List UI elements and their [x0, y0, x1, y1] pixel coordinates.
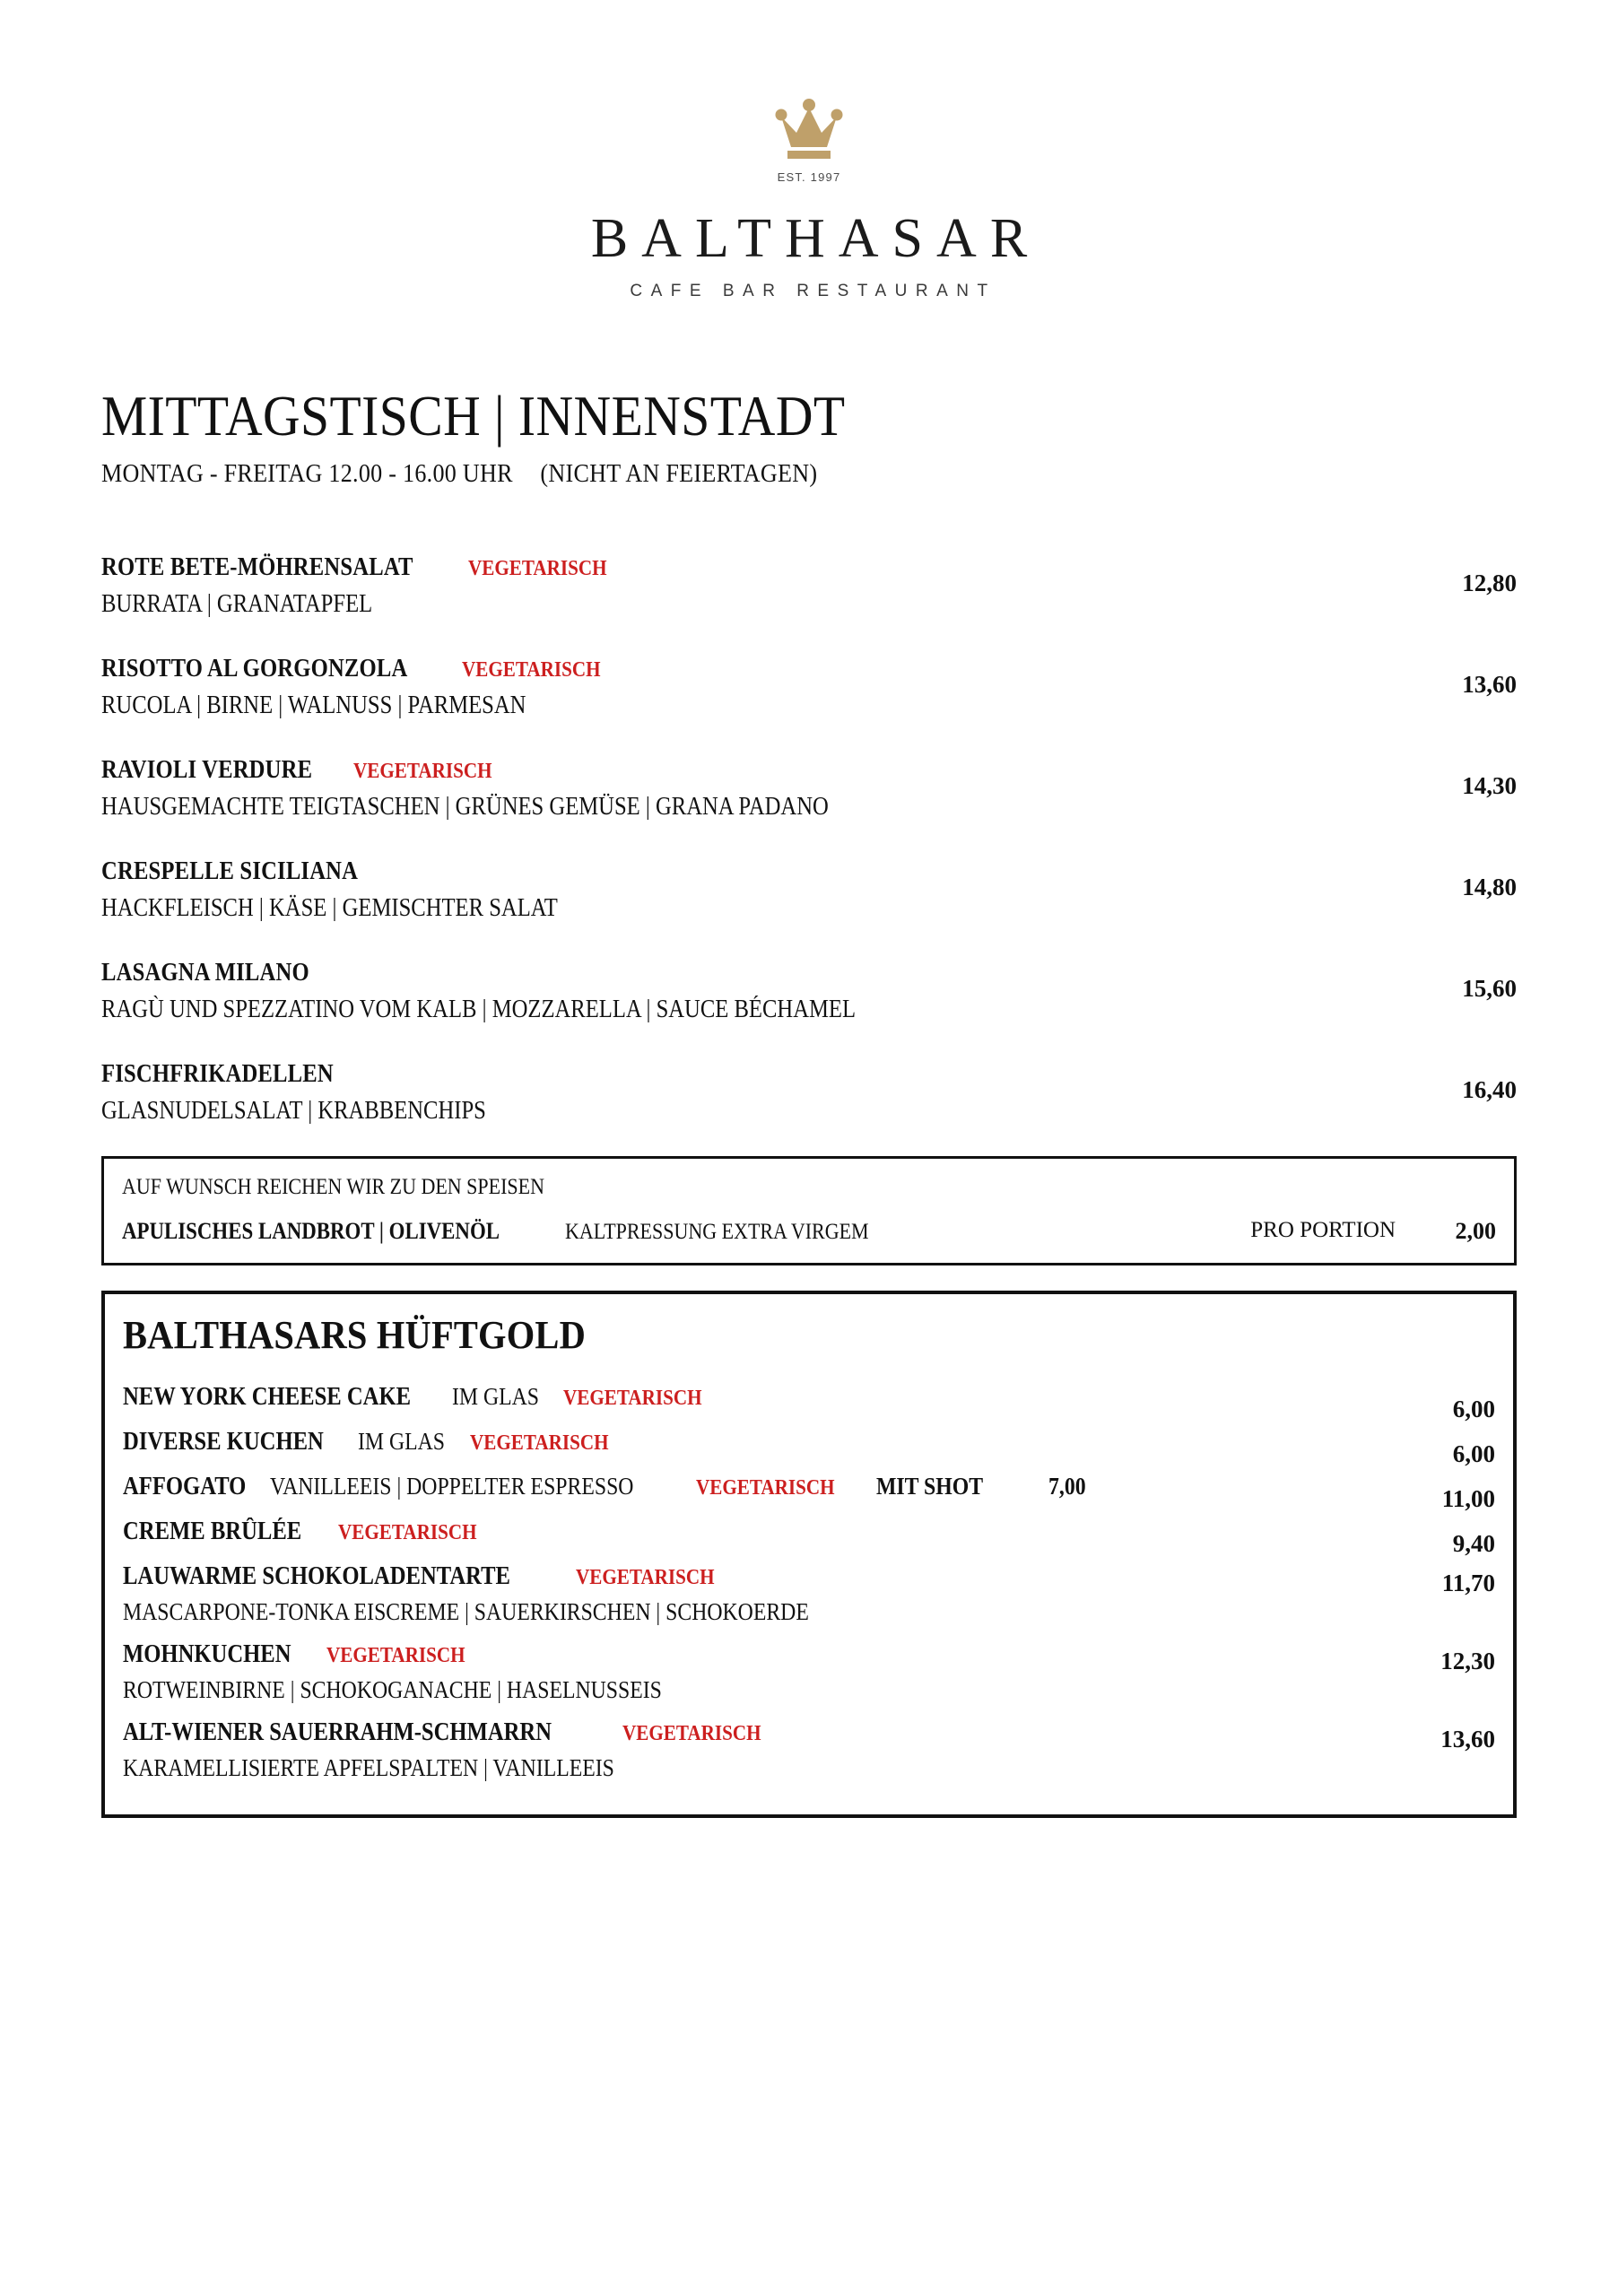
dessert-item-price: 6,00 — [1452, 1396, 1495, 1422]
menu-item-price: 14,80 — [1462, 874, 1517, 900]
menu-item-price: 14,30 — [1462, 772, 1517, 799]
dessert-item-description: ROTWEINBIRNE | SCHOKOGANACHE | HASELNUSSEIS — [123, 1676, 662, 1703]
menu-item-price: 13,60 — [1462, 671, 1517, 698]
vegetarian-tag: VEGETARISCH — [338, 1521, 477, 1544]
menu-item-name: CRESPELLE SICILIANA — [101, 857, 359, 885]
vegetarian-tag: VEGETARISCH — [575, 1566, 715, 1589]
dessert-item-header — [123, 1518, 1495, 1546]
menu-item-header — [101, 857, 1517, 886]
vegetarian-tag: VEGETARISCH — [563, 1387, 702, 1410]
vegetarian-tag: VEGETARISCH — [469, 1431, 609, 1455]
dessert-item-header — [123, 1718, 1495, 1747]
bread-offer-row — [122, 1218, 1496, 1245]
dessert-item — [123, 1718, 1495, 1782]
vegetarian-tag: VEGETARISCH — [467, 557, 607, 580]
crown-icon — [770, 97, 848, 167]
dessert-item-name: NEW YORK CHEESE CAKE — [123, 1383, 412, 1411]
dessert-item-header — [123, 1383, 1495, 1412]
vegetarian-tag: VEGETARISCH — [353, 760, 492, 783]
dessert-item-header — [123, 1640, 1495, 1669]
menu-item-header — [101, 756, 1517, 785]
page-title: MITTAGSTISCH | INNENSTADT — [101, 384, 846, 448]
vegetarian-tag: VEGETARISCH — [326, 1644, 465, 1667]
dessert-item-qualifier: IM GLAS — [358, 1428, 446, 1455]
brand-logo — [101, 0, 1517, 301]
dessert-item-name: AFFOGATO — [123, 1473, 247, 1500]
menu-item — [101, 553, 1517, 619]
dessert-item-name: CREME BRÛLÉE — [123, 1518, 302, 1545]
opening-hours-text: MONTAG - FREITAG 12.00 - 16.00 UHR — [101, 459, 513, 488]
bread-name: APULISCHES LANDBROT | OLIVENÖL — [122, 1218, 500, 1244]
main-dish-list — [101, 553, 1517, 1126]
dessert-item — [123, 1428, 1495, 1467]
menu-item-description: RUCOLA | BIRNE | WALNUSS | PARMESAN — [101, 691, 526, 719]
dessert-item — [123, 1473, 1495, 1512]
dessert-item-price: 6,00 — [1452, 1440, 1495, 1467]
dessert-item — [123, 1562, 1495, 1626]
menu-item-price: 12,80 — [1462, 570, 1517, 596]
dessert-extra-price: 7,00 — [1048, 1473, 1086, 1500]
dessert-item — [123, 1640, 1495, 1704]
menu-item-name: LASAGNA MILANO — [101, 959, 309, 987]
menu-item-name: ROTE BETE-MÖHRENSALAT — [101, 553, 413, 581]
menu-item-price: 15,60 — [1462, 975, 1517, 1002]
dessert-item-qualifier: IM GLAS — [451, 1383, 539, 1410]
dessert-item-description: KARAMELLISIERTE APFELSPALTEN | VANILLEEIS — [123, 1754, 614, 1781]
bread-note: AUF WUNSCH REICHEN WIR ZU DEN SPEISEN — [122, 1175, 544, 1199]
brand-tagline: CAFE BAR RESTAURANT — [630, 282, 996, 300]
menu-item — [101, 756, 1517, 822]
dessert-item-qualifier: VANILLEEIS | DOPPELTER ESPRESSO — [270, 1473, 634, 1500]
menu-item-name: FISCHFRIKADELLEN — [101, 1060, 334, 1088]
dessert-item-price: 13,60 — [1440, 1726, 1495, 1752]
menu-item-name: RISOTTO AL GORGONZOLA — [101, 655, 408, 683]
dessert-item-price: 12,30 — [1440, 1648, 1495, 1674]
menu-item-description: BURRATA | GRANATAPFEL — [101, 590, 373, 618]
bread-portion-label: PRO PORTION — [1250, 1218, 1396, 1242]
brand-name: BALTHASAR — [590, 208, 1041, 269]
vegetarian-tag: VEGETARISCH — [622, 1722, 761, 1745]
dessert-item — [123, 1518, 1495, 1557]
menu-item-name: RAVIOLI VERDURE — [101, 756, 313, 784]
menu-item — [101, 959, 1517, 1024]
dessert-item-header — [123, 1473, 1495, 1501]
menu-item-description: RAGÙ UND SPEZZATINO VOM KALB | MOZZARELLA | SAUCE BÉCHAMEL — [101, 996, 857, 1023]
dessert-item-name: ALT-WIENER SAUERRAHM-SCHMARRN — [123, 1718, 552, 1746]
menu-item-header — [101, 1060, 1517, 1089]
vegetarian-tag: VEGETARISCH — [462, 658, 601, 682]
menu-item-description: HAUSGEMACHTE TEIGTASCHEN | GRÜNES GEMÜSE | GRANA PADANO — [101, 793, 829, 821]
menu-item — [101, 1060, 1517, 1126]
menu-item — [101, 857, 1517, 923]
menu-item-description: GLASNUDELSALAT | KRABBENCHIPS — [101, 1097, 486, 1125]
vegetarian-tag: VEGETARISCH — [695, 1476, 835, 1500]
bread-price: 2,00 — [1455, 1218, 1496, 1244]
dessert-item-description: MASCARPONE-TONKA EISCREME | SAUERKIRSCHEN | SCHOKOERDE — [123, 1598, 809, 1625]
dessert-item-price: 11,00 — [1441, 1485, 1495, 1512]
menu-item-description: HACKFLEISCH | KÄSE | GEMISCHTER SALAT — [101, 894, 558, 922]
dessert-item-name: LAUWARME SCHOKOLADENTARTE — [123, 1562, 510, 1590]
dessert-list — [123, 1383, 1495, 1782]
dessert-section-title: BALTHASARS HÜFTGOLD — [123, 1313, 587, 1357]
menu-item-price: 16,40 — [1462, 1076, 1517, 1103]
menu-item — [101, 655, 1517, 720]
holiday-note: (NICHT AN FEIERTAGEN) — [540, 459, 818, 488]
menu-item-header — [101, 553, 1517, 582]
dessert-item-price: 9,40 — [1452, 1530, 1495, 1557]
dessert-item — [123, 1383, 1495, 1422]
established-label: EST. 1997 — [777, 170, 841, 184]
dessert-item-header — [123, 1428, 1495, 1457]
menu-item-header — [101, 959, 1517, 987]
dessert-item-name: DIVERSE KUCHEN — [123, 1428, 324, 1456]
bread-offer-box — [101, 1156, 1517, 1265]
bread-description: KALTPRESSUNG EXTRA VIRGEM — [565, 1220, 870, 1244]
menu-item-header — [101, 655, 1517, 683]
opening-hours — [101, 459, 1375, 489]
dessert-item-name: MOHNKUCHEN — [123, 1640, 291, 1668]
dessert-extra-label: MIT SHOT — [876, 1473, 984, 1500]
dessert-item-price: 11,70 — [1441, 1570, 1495, 1596]
dessert-item-header — [123, 1562, 1495, 1591]
dessert-section — [101, 1291, 1517, 1818]
